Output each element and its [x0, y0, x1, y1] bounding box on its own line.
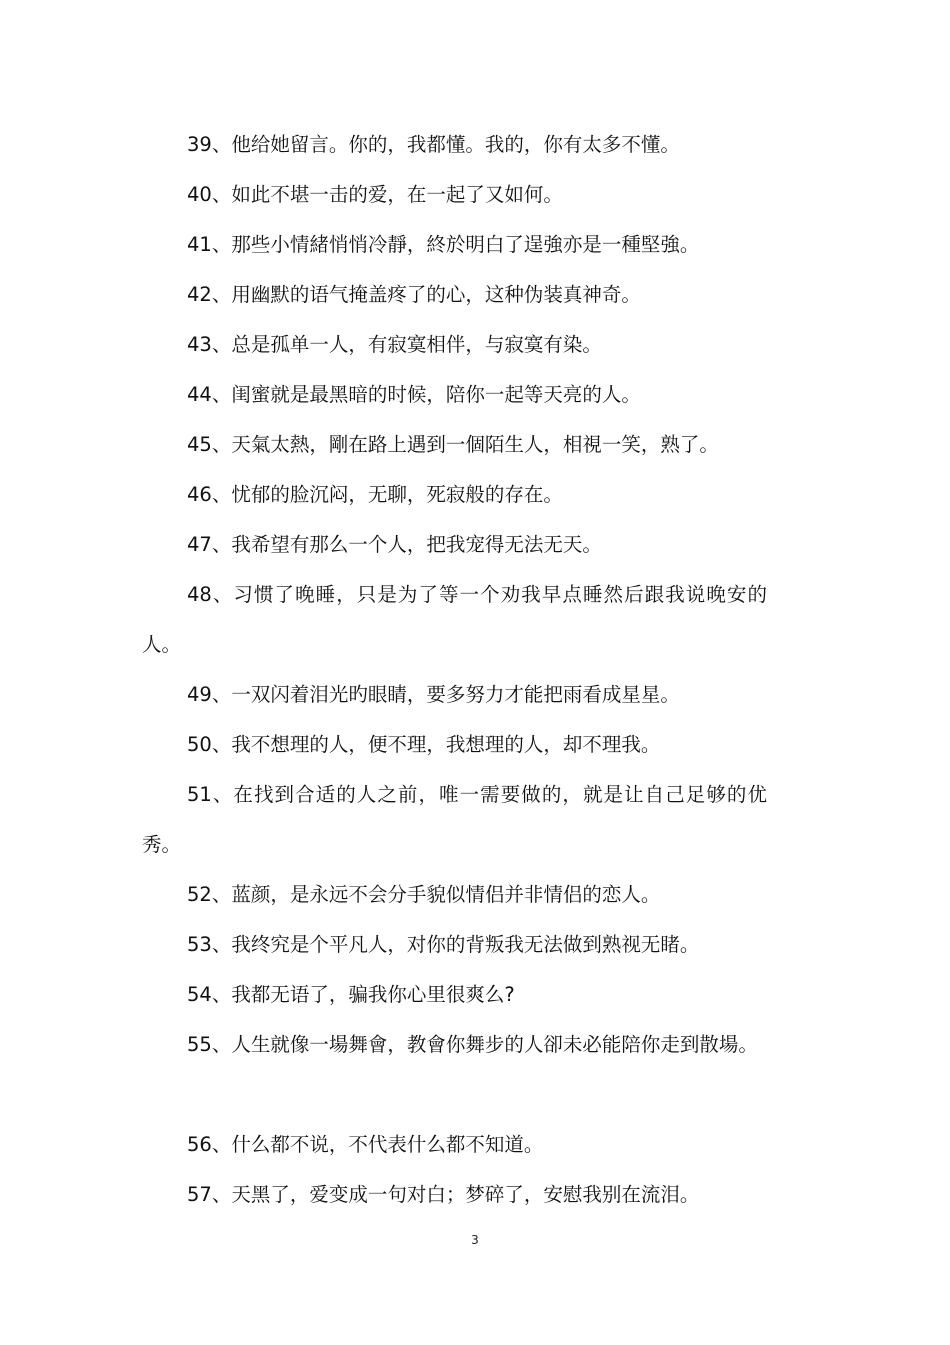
list-item: 50、我不想理的人，便不理，我想理的人，却不理我。 — [187, 733, 661, 756]
list-item: 45、天氣太熱，剛在路上遇到一個陌生人，相視一笑，熟了。 — [187, 433, 719, 456]
list-item: 40、如此不堪一击的爱，在一起了又如何。 — [187, 183, 563, 206]
list-item: 52、蓝颜，是永远不会分手貌似情侣并非情侣的恋人。 — [187, 883, 661, 906]
list-item: 53、我终究是个平凡人，对你的背叛我无法做到熟视无睹。 — [187, 933, 700, 956]
page-number: 3 — [471, 1233, 479, 1247]
list-item: 54、我都无语了，骗我你心里很爽么? — [187, 983, 515, 1006]
list-item: 41、那些小情緒悄悄冷靜，終於明白了逞強亦是一種堅強。 — [187, 233, 700, 256]
list-item: 56、什么都不说，不代表什么都不知道。 — [187, 1133, 544, 1156]
list-item: 48、习惯了晚睡，只是为了等一个劝我早点睡然后跟我说晚安的人。 — [142, 583, 767, 656]
text-body — [142, 120, 767, 1220]
list-item: 44、闺蜜就是最黑暗的时候，陪你一起等天亮的人。 — [187, 383, 641, 406]
list-item: 51、在找到合适的人之前，唯一需要做的，就是让自己足够的优秀。 — [142, 783, 767, 856]
list-item: 47、我希望有那么一个人，把我宠得无法无天。 — [187, 533, 602, 556]
list-item: 46、忧郁的脸沉闷，无聊，死寂般的存在。 — [187, 483, 563, 506]
list-item: 39、他给她留言。你的，我都懂。我的，你有太多不懂。 — [187, 133, 680, 156]
list-item: 55、人生就像一場舞會，教會你舞步的人卻未必能陪你走到散場。 — [187, 1033, 758, 1056]
list-item: 42、用幽默的语气掩盖疼了的心，这种伪装真神奇。 — [187, 283, 641, 306]
list-item: 43、总是孤单一人，有寂寞相伴，与寂寞有染。 — [187, 333, 602, 356]
list-item: 57、天黑了，爱变成一句对白；梦碎了，安慰我别在流泪。 — [187, 1183, 700, 1206]
list-item: 49、一双闪着泪光旳眼睛，要多努力才能把雨看成星星。 — [187, 683, 680, 706]
